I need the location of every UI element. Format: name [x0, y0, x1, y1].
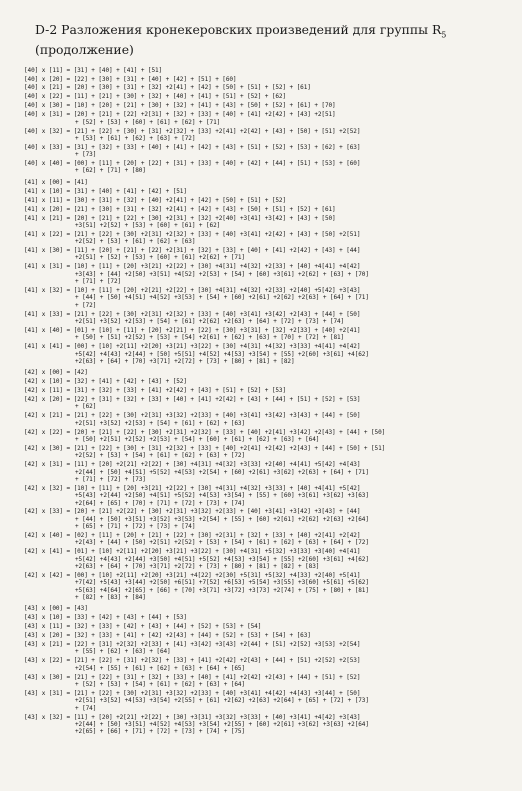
entry-rhs: +5[42] +4[43] +2[44] + [50] +5[51] +4[52] +4[53] +3[54] + [55] +2[60] +3[61] +4[62]: [75, 350, 369, 358]
entry-first-line: [24, 128, 518, 135]
decomposition-table: [24, 65, 518, 736]
decomposition-entry: [24, 412, 518, 427]
entry-first-line: [24, 197, 518, 204]
entry-first-line: [24, 674, 518, 681]
entry-first-line: [24, 188, 518, 195]
entry-first-line: [24, 641, 518, 648]
entry-rhs: = [21] + [22] + [31] + [32] + [33] + [40] + [41] +2[42] +2[43] + [44] + [51] + [52]: [66, 673, 361, 681]
entry-rhs: + [52] + [53] + [60] + [61] + [62] + [71]: [75, 118, 221, 126]
title-subscript: 5: [441, 30, 447, 40]
entry-rhs: = [21] + [22] + [30] + [31] +2[32] + [33] + [40] +2[41] +2[42] +2[43] + [44] + [50] + [51]: [66, 444, 386, 452]
entry-lhs: [41] x [40]: [24, 326, 63, 334]
decomposition-entry: [24, 263, 518, 285]
entry-first-line: [24, 548, 518, 555]
entry-continuation-line: [24, 318, 518, 325]
entry-rhs: + [71] + [72]: [75, 278, 122, 286]
entry-continuation-line: [24, 436, 518, 443]
decomposition-entry: [24, 287, 518, 309]
entry-continuation-line: [24, 238, 518, 245]
entry-first-line: [24, 429, 518, 436]
entry-first-line: [24, 247, 518, 254]
entry-rhs: = [31] + [40] + [41] + [51]: [66, 66, 163, 74]
entry-first-line: [24, 287, 518, 294]
decomposition-entry: [24, 461, 518, 483]
entry-continuation-line: [24, 222, 518, 229]
entry-lhs: [42] x [31]: [24, 461, 63, 469]
entry-first-line: [24, 690, 518, 697]
entry-first-line: [24, 263, 518, 270]
entry-rhs: = [22] + [31] + [32] + [33] + [40] + [41] +2[42] + [43] + [44] + [51] + [52] + [53]: [66, 396, 361, 404]
entry-continuation-line: [24, 697, 518, 704]
entry-rhs: + [65] + [71] + [72] + [73] + [74]: [75, 523, 196, 531]
entry-rhs: = [10] + [11] + [20] +2[21] +2[22] + [30] +4[31] +4[32] +2[33] +2[40] +5[42] +3[43]: [66, 287, 361, 295]
entry-first-line: [24, 532, 518, 539]
entry-lhs: [42] x [42]: [24, 571, 63, 579]
entry-first-line: [24, 387, 518, 394]
entry-lhs: [43] x [00]: [24, 605, 63, 613]
entry-rhs: +2[43] + [44] + [50] +2[51] +2[52] + [53] + [54] + [61] + [62] + [63] + [64] + [72]: [75, 539, 369, 547]
entry-lhs: [43] x [32]: [24, 713, 63, 721]
entry-lhs: [40] x [22]: [24, 93, 63, 101]
decomposition-entry: [24, 623, 518, 630]
entry-lhs: [42] x [11]: [24, 387, 63, 395]
entry-continuation-line: [24, 563, 518, 570]
decomposition-entry: [24, 327, 518, 342]
entry-rhs: + [71] + [72] + [73]: [75, 475, 146, 483]
entry-lhs: [43] x [30]: [24, 673, 63, 681]
decomposition-entry: [24, 188, 518, 195]
entry-lhs: [41] x [11]: [24, 196, 63, 204]
entry-rhs: = [01] + [10] + [11] + [20] +2[21] + [22] + [30] +3[31] + [32] +2[33] + [40] +2[41]: [66, 326, 361, 334]
entry-lhs: [41] x [00]: [24, 178, 63, 186]
entry-rhs: = [00] + [11] + [20] + [22] + [31] + [33] + [40] + [42] + [44] + [51] + [53] + [60]: [66, 160, 361, 168]
entry-lhs: [40] x [33]: [24, 143, 63, 151]
entry-rhs: + [53] + [61] + [62] + [63] + [72]: [75, 134, 196, 142]
entry-rhs: + [50] +2[51] +2[52] +2[53] + [54] + [60] + [61] + [62] + [63] + [64]: [75, 435, 320, 443]
entry-continuation-line: [24, 500, 518, 507]
entry-rhs: +2[64] + [65] + [70] + [71] + [72] + [73] + [74]: [75, 499, 245, 507]
entry-rhs: = [21] + [22] + [30] + [31] +2[32] + [33] +2[41] +2[42] + [43] + [50] + [51] +2[52]: [66, 127, 361, 135]
entry-lhs: [42] x [32]: [24, 484, 63, 492]
entry-continuation-line: [24, 705, 518, 712]
entry-continuation-line: [24, 452, 518, 459]
entry-first-line: [24, 445, 518, 452]
entry-first-line: [24, 412, 518, 419]
entry-rhs: + [72]: [75, 301, 97, 309]
entry-continuation-line: [24, 334, 518, 341]
entry-continuation-line: [24, 523, 518, 530]
decomposition-entry: [24, 632, 518, 639]
entry-rhs: = [11] + [20] +2[21] +2[22] + [30] +4[31] +4[32] +3[33] +2[40] +4[41] +5[42] +4[43]: [66, 461, 361, 469]
entry-first-line: [24, 343, 518, 350]
entry-lhs: [42] x [41]: [24, 548, 63, 556]
decomposition-entry: [24, 67, 518, 74]
decomposition-entry: [24, 657, 518, 672]
entry-lhs: [43] x [20]: [24, 632, 63, 640]
entry-continuation-line: [24, 594, 518, 601]
entry-continuation-line: [24, 579, 518, 586]
entry-rhs: +2[52] + [53] + [61] + [62] + [63]: [75, 238, 196, 246]
decomposition-entry: [24, 144, 518, 159]
entry-first-line: [24, 614, 518, 621]
decomposition-entry: [24, 387, 518, 394]
entry-rhs: = [21] + [22] + [30] +2[31] +2[32] + [33] + [40] +3[41] +3[42] +2[43] + [44] + [50]: [66, 310, 361, 318]
decomposition-entry: [24, 572, 518, 601]
entry-first-line: [24, 144, 518, 151]
entry-rhs: = [30] + [31] + [32] + [40] +2[41] + [42] + [50] + [51] + [52]: [66, 196, 287, 204]
entry-first-line: [24, 572, 518, 579]
entry-rhs: = [10] + [11] + [20] +3[21] +2[22] + [30] +4[31] +4[32] +2[33] + [40] +4[41] +4[42]: [66, 263, 361, 271]
entry-rhs: + [73]: [75, 151, 97, 159]
entry-rhs: = [21] + [22] + [30] +2[31] +2[32] + [33] + [40] +3[41] +2[42] + [43] + [50] +2[51]: [66, 230, 361, 238]
entry-rhs: + [52] + [53] + [54] + [61] + [62] + [63] + [64]: [75, 681, 245, 688]
entry-first-line: [24, 67, 518, 74]
decomposition-entry: [24, 93, 518, 100]
entry-lhs: [42] x [30]: [24, 444, 63, 452]
entry-continuation-line: [24, 167, 518, 174]
title-prefix: D-2 Разложения кронекеровских произведений для группы R: [35, 22, 442, 37]
decomposition-entry: [24, 714, 518, 736]
entry-rhs: = [43]: [66, 605, 88, 613]
entry-continuation-line: [24, 358, 518, 365]
entry-lhs: [41] x [20]: [24, 205, 63, 213]
decomposition-entry: [24, 429, 518, 444]
entry-rhs: = [21] + [30] + [31] + [32] +2[41] + [42] + [43] + [50] + [51] + [52] + [61]: [66, 205, 336, 213]
entry-continuation-line: [24, 278, 518, 285]
entry-rhs: = [41]: [66, 178, 88, 186]
entry-first-line: [24, 508, 518, 515]
entry-rhs: = [20] + [21] +2[22] + [30] +2[31] +3[32] +2[33] + [40] +3[41] +3[42] +3[43] + [44]: [66, 508, 361, 516]
entry-lhs: [42] x [10]: [24, 378, 63, 386]
entry-continuation-line: [24, 302, 518, 309]
entry-first-line: [24, 231, 518, 238]
entry-rhs: +2[51] +3[52] +2[53] + [54] + [61] +2[62] +2[63] + [64] + [72] + [73] + [74]: [75, 318, 345, 325]
entry-rhs: = [21] + [22] + [30] +2[31] +3[32] +2[33] + [40] +3[41] +4[42] +4[43] +3[44] + [50]: [66, 689, 361, 697]
entry-lhs: [40] x [11]: [24, 66, 63, 74]
decomposition-entry: [24, 84, 518, 91]
entry-first-line: [24, 605, 518, 612]
decomposition-entry: [24, 674, 518, 689]
entry-first-line: [24, 179, 518, 186]
entry-rhs: = [42]: [66, 369, 88, 377]
entry-continuation-line: [24, 271, 518, 278]
decomposition-entry: [24, 247, 518, 262]
entry-continuation-line: [24, 556, 518, 563]
entry-continuation-line: [24, 539, 518, 546]
entry-rhs: +3[43] + [44] +2[50] +3[51] +4[52] +2[53] + [54] + [60] +3[61] +2[62] + [63] + [70]: [75, 270, 369, 278]
entry-lhs: [40] x [20]: [24, 75, 63, 83]
entry-rhs: = [21] + [22] + [30] +2[31] +3[32] +2[33] + [40] +3[41] +3[42] +3[43] + [44] + [50]: [66, 412, 361, 420]
entry-rhs: = [32] + [33] + [42] + [43] + [44] + [52] + [53] + [54]: [66, 623, 262, 631]
entry-rhs: = [32] + [33] + [41] + [42] +2[43] + [44] + [52] + [53] + [54] + [63]: [66, 632, 311, 640]
entry-lhs: [41] x [41]: [24, 343, 63, 351]
entry-rhs: = [32] + [41] + [42] + [43] + [52]: [66, 378, 187, 386]
entry-first-line: [24, 93, 518, 100]
entry-continuation-line: [24, 587, 518, 594]
title-suffix: (продолжение): [35, 42, 134, 58]
entry-rhs: +3[51] +2[52] + [53] + [60] + [61] + [62]: [75, 221, 221, 229]
entry-rhs: = [02] + [11] + [20] + [21] + [22] + [30] +2[31] + [32] + [33] + [40] +2[41] +2[42]: [66, 532, 361, 540]
entry-rhs: = [22] + [30] + [31] + [40] + [42] + [51] + [60]: [66, 75, 237, 83]
entry-rhs: +5[42] +4[43] +2[44] +3[50] +4[51] +5[52] +4[53] +3[54] + [55] +2[60] +3[61] +4[62]: [75, 555, 369, 563]
entry-lhs: [42] x [00]: [24, 369, 63, 377]
entry-first-line: [24, 396, 518, 403]
entry-rhs: +2[51] +3[52] +2[53] + [54] + [61] + [62] + [63]: [75, 419, 245, 427]
entry-first-line: [24, 714, 518, 721]
entry-rhs: +2[63] + [64] + [70] +3[71] +2[72] + [73] + [80] + [81] + [82] + [83]: [75, 563, 320, 571]
decomposition-entry: [24, 311, 518, 326]
entry-rhs: = [22] + [31] +2[32] +2[33] + [41] +3[42] +3[43] +2[44] + [51] +2[52] +3[53] +2[54]: [66, 641, 361, 649]
entry-lhs: [41] x [31]: [24, 263, 63, 271]
decomposition-entry: [24, 548, 518, 570]
entry-continuation-line: [24, 476, 518, 483]
entry-rhs: + [44] + [50] +3[51] +3[52] +3[53] +2[54] + [55] + [60] +2[61] +2[62] +2[63] +2[64]: [75, 515, 369, 523]
entry-first-line: [24, 657, 518, 664]
entry-lhs: [42] x [40]: [24, 532, 63, 540]
entry-rhs: +2[65] + [66] + [71] + [72] + [73] + [74] + [75]: [75, 728, 245, 736]
entry-first-line: [24, 369, 518, 376]
entry-rhs: = [00] + [10] +2[11] +2[20] +3[21] +4[22] +2[30] +5[31] +5[32] +4[33] +2[40] +5[41]: [66, 571, 361, 579]
entry-first-line: [24, 485, 518, 492]
entry-rhs: = [10] + [11] + [20] +3[21] +2[22] + [30] +4[31] +4[32] +3[33] + [40] +4[41] +5[42]: [66, 484, 361, 492]
entry-first-line: [24, 623, 518, 630]
entry-lhs: [43] x [21]: [24, 641, 63, 649]
entry-first-line: [24, 327, 518, 334]
entry-rhs: +2[51] +3[52] +4[53] +3[54] +2[55] + [61] +2[62] +2[63] +2[64] + [65] + [72] + [73]: [75, 697, 369, 705]
entry-rhs: + [44] + [50] +4[51] +4[52] +3[53] + [54] + [60] +2[61] +2[62] +2[63] + [64] + [71]: [75, 294, 369, 302]
entry-first-line: [24, 215, 518, 222]
decomposition-entry: [24, 641, 518, 656]
decomposition-entry: [24, 605, 518, 612]
entry-rhs: + [62] + [71] + [80]: [75, 167, 146, 175]
entry-rhs: + [82] + [83] + [84]: [75, 594, 146, 601]
entry-lhs: [43] x [31]: [24, 689, 63, 697]
entry-continuation-line: [24, 648, 518, 655]
decomposition-entry: [24, 197, 518, 204]
entry-rhs: +2[52] + [53] + [54] + [61] + [62] + [63] + [72]: [75, 452, 245, 460]
entry-rhs: +5[63] +4[64] +2[65] + [66] + [70] +3[71] +3[72] +3[73] +2[74] + [75] + [80] + [81]: [75, 586, 369, 594]
entry-first-line: [24, 160, 518, 167]
entry-continuation-line: [24, 403, 518, 410]
decomposition-entry: [24, 614, 518, 621]
entry-lhs: [40] x [30]: [24, 102, 63, 110]
decomposition-entry: [24, 343, 518, 365]
entry-lhs: [40] x [40]: [24, 160, 63, 168]
entry-first-line: [24, 311, 518, 318]
entry-rhs: = [00] + [10] +2[11] +2[20] +3[21] +3[22] + [30] +4[31] +4[32] +3[33] +4[41] +4[42]: [66, 343, 361, 351]
entry-first-line: [24, 111, 518, 118]
entry-rhs: = [11] + [20] +2[21] +2[22] + [30] +3[31] +3[32] +3[33] + [40] +3[41] +4[42] +3[43]: [66, 713, 361, 721]
decomposition-entry: [24, 160, 518, 175]
entry-lhs: [42] x [20]: [24, 396, 63, 404]
entry-continuation-line: [24, 294, 518, 301]
decomposition-entry: [24, 128, 518, 143]
entry-continuation-line: [24, 681, 518, 688]
entry-rhs: +2[54] + [55] + [61] + [62] + [63] + [64] + [65]: [75, 664, 245, 672]
entry-first-line: [24, 102, 518, 109]
entry-rhs: +2[51] + [52] + [53] + [60] + [61] +2[62] + [71]: [75, 254, 245, 262]
decomposition-entry: [24, 378, 518, 385]
entry-rhs: + [62]: [75, 403, 97, 411]
entry-lhs: [41] x [30]: [24, 247, 63, 255]
entry-first-line: [24, 84, 518, 91]
entry-lhs: [42] x [22]: [24, 428, 63, 436]
entry-rhs: + [55] + [62] + [63] + [64]: [75, 648, 171, 656]
entry-lhs: [43] x [22]: [24, 657, 63, 665]
entry-continuation-line: [24, 516, 518, 523]
page-title: [35, 22, 505, 57]
entry-lhs: [42] x [33]: [24, 508, 63, 516]
entry-first-line: [24, 632, 518, 639]
decomposition-entry: [24, 111, 518, 126]
entry-rhs: +5[43] +2[44] +2[50] +4[51] +5[52] +4[53] +3[54] + [55] + [60] +3[61] +3[62] +3[63]: [75, 492, 369, 500]
entry-rhs: = [20] + [21] + [22] + [30] +2[31] + [32] +2[40] +3[41] +3[42] + [43] + [50]: [66, 214, 336, 222]
entry-continuation-line: [24, 420, 518, 427]
entry-rhs: = [31] + [32] + [33] + [40] + [41] + [42] + [43] + [51] + [52] + [53] + [62] + [63]: [66, 143, 361, 151]
decomposition-entry: [24, 396, 518, 411]
decomposition-entry: [24, 690, 518, 712]
decomposition-entry: [24, 76, 518, 83]
entry-rhs: = [21] + [22] + [31] +2[32] + [33] + [41] +2[42] +2[43] + [44] + [51] +2[52] +2[53]: [66, 657, 361, 665]
entry-lhs: [40] x [32]: [24, 127, 63, 135]
entry-rhs: = [11] + [21] + [30] + [32] + [40] + [41] + [51] + [52] + [62]: [66, 93, 287, 101]
entry-rhs: = [20] + [21] + [22] + [30] +2[31] +2[32] + [33] + [40] +2[41] +3[42] +2[43] + [44] + [50]: [66, 428, 386, 436]
entry-lhs: [40] x [21]: [24, 84, 63, 92]
entry-continuation-line: [24, 351, 518, 358]
decomposition-entry: [24, 179, 518, 186]
decomposition-entry: [24, 215, 518, 230]
decomposition-entry: [24, 508, 518, 530]
entry-rhs: = [31] + [40] + [41] + [42] + [51]: [66, 187, 187, 195]
entry-rhs: = [20] + [30] + [31] + [32] +2[41] + [42] + [50] + [51] + [52] + [61]: [66, 84, 311, 92]
entry-lhs: [43] x [10]: [24, 614, 63, 622]
entry-rhs: + [50] + [51] +2[52] + [53] + [54] +2[61] + [62] + [63] + [70] + [72] + [81]: [75, 334, 345, 342]
entry-rhs: = [33] + [42] + [43] + [44] + [53]: [66, 614, 187, 622]
decomposition-entry: [24, 206, 518, 213]
entry-continuation-line: [24, 721, 518, 728]
decomposition-entry: [24, 102, 518, 109]
entry-rhs: +7[42] +5[43] +3[44] +2[50] +6[51] +7[52] +6[53] +5[54] +3[55] +3[60] +5[61] +5[62]: [75, 579, 369, 587]
entry-rhs: +2[63] + [64] + [70] +3[71] +2[72] + [73] + [80] + [81] + [82]: [75, 357, 295, 365]
entry-continuation-line: [24, 728, 518, 735]
entry-rhs: +2[44] + [50] +4[51] +5[52] +4[53] +2[54] + [60] +2[61] +3[62] +2[63] + [64] + [71]: [75, 468, 369, 476]
entry-rhs: = [11] + [20] + [21] + [22] +2[31] + [32] + [33] + [40] + [41] +2[42] + [43] + [44]: [66, 247, 361, 255]
decomposition-entry: [24, 369, 518, 376]
entry-lhs: [41] x [32]: [24, 287, 63, 295]
decomposition-entry: [24, 532, 518, 547]
entry-continuation-line: [24, 665, 518, 672]
entry-rhs: = [20] + [21] + [22] +2[31] + [32] + [33] + [40] + [41] +2[42] + [43] +2[51]: [66, 111, 336, 119]
entry-continuation-line: [24, 492, 518, 499]
entry-lhs: [41] x [21]: [24, 214, 63, 222]
entry-lhs: [40] x [31]: [24, 111, 63, 119]
entry-continuation-line: [24, 469, 518, 476]
decomposition-entry: [24, 231, 518, 246]
entry-first-line: [24, 461, 518, 468]
entry-first-line: [24, 378, 518, 385]
entry-continuation-line: [24, 151, 518, 158]
entry-continuation-line: [24, 135, 518, 142]
entry-rhs: = [10] + [20] + [21] + [30] + [32] + [41] + [43] + [50] + [52] + [61] + [70]: [66, 102, 336, 110]
entry-rhs: = [01] + [10] +2[11] +2[20] +3[21] +3[22] + [30] +4[31] +5[32] +3[33] +3[40] +4[41]: [66, 548, 361, 556]
entry-lhs: [41] x [22]: [24, 230, 63, 238]
entry-lhs: [41] x [33]: [24, 310, 63, 318]
entry-first-line: [24, 206, 518, 213]
entry-rhs: = [31] + [32] + [33] + [41] +2[42] + [43] + [51] + [52] + [53]: [66, 387, 287, 395]
decomposition-entry: [24, 485, 518, 507]
entry-continuation-line: [24, 119, 518, 126]
decomposition-entry: [24, 445, 518, 460]
entry-rhs: +2[44] + [50] +3[51] +4[52] +4[53] +3[54] +2[55] + [60] +2[61] +3[62] +3[63] +2[64]: [75, 720, 369, 728]
entry-lhs: [42] x [21]: [24, 412, 63, 420]
entry-lhs: [43] x [11]: [24, 623, 63, 631]
entry-first-line: [24, 76, 518, 83]
entry-rhs: + [74]: [75, 704, 97, 712]
entry-lhs: [41] x [10]: [24, 187, 63, 195]
entry-continuation-line: [24, 254, 518, 261]
